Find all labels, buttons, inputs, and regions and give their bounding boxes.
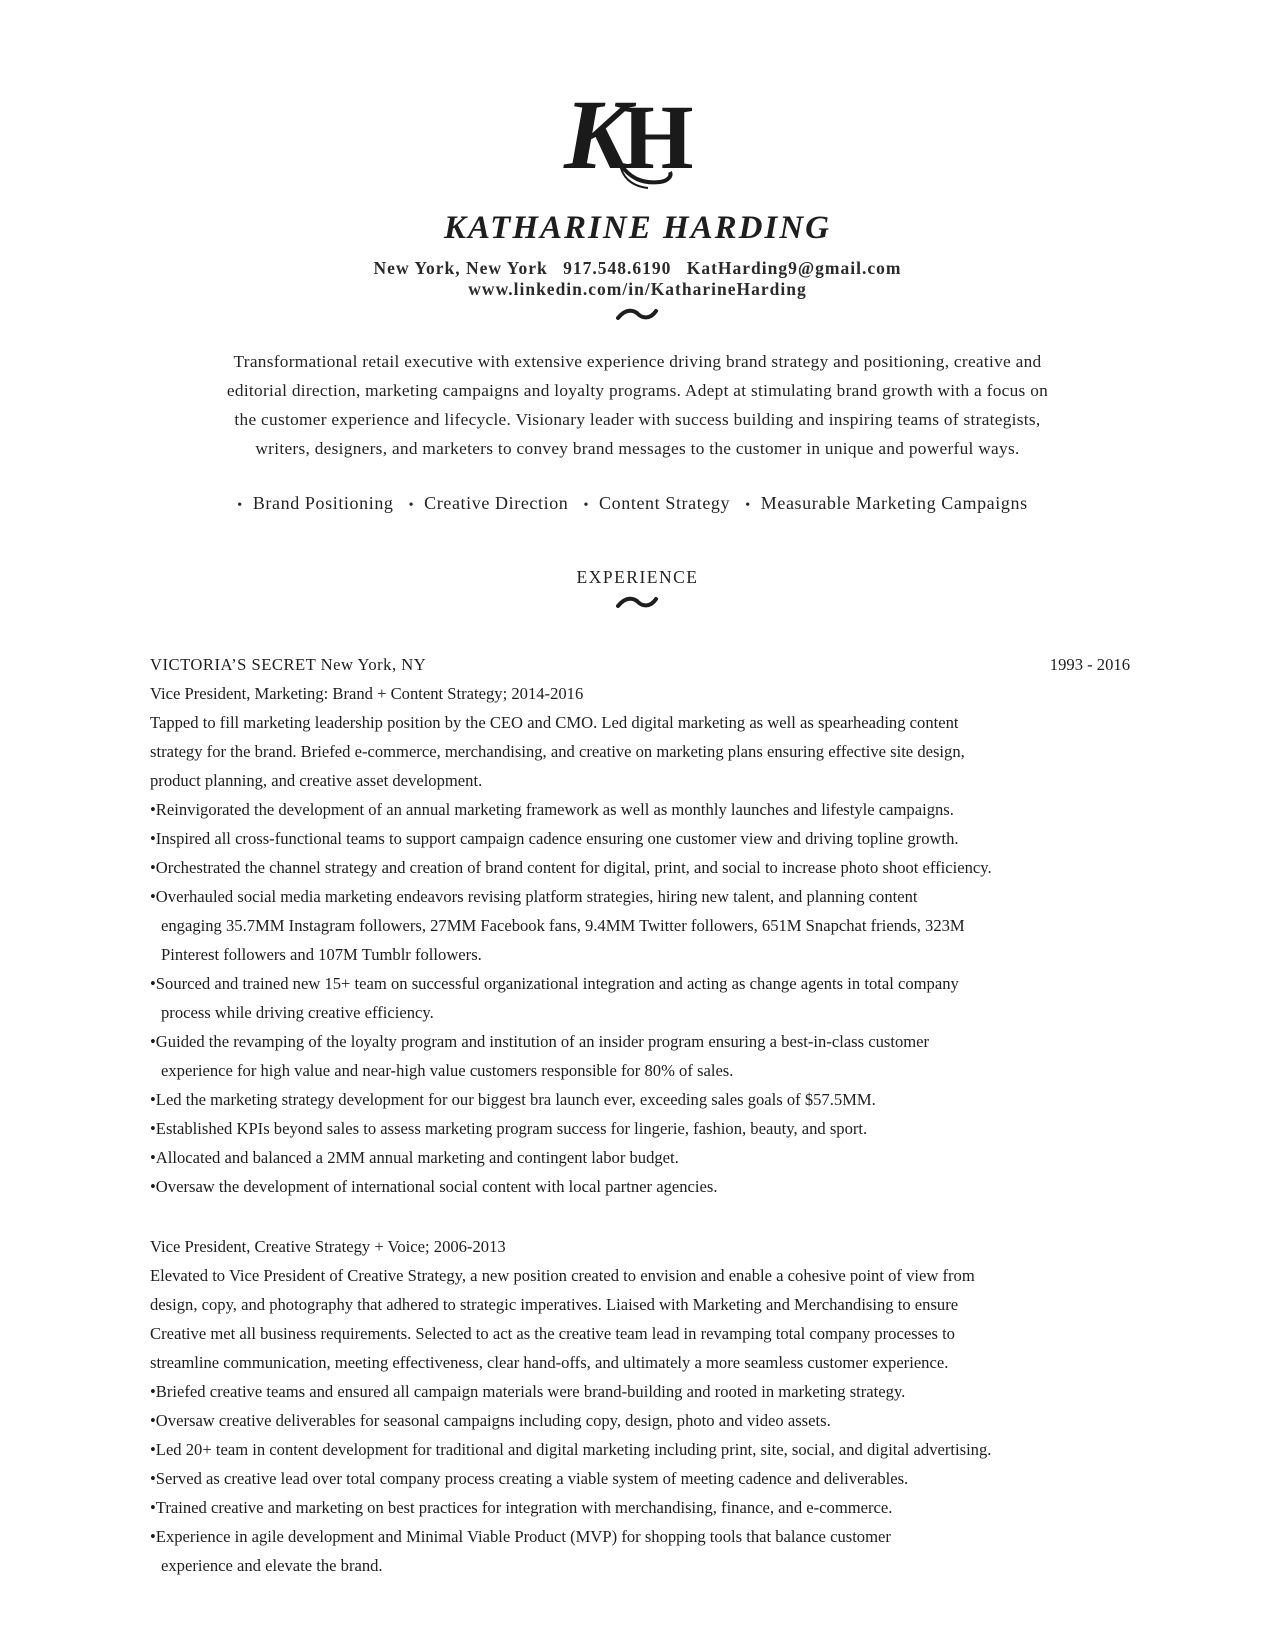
company-row xyxy=(150,650,1130,679)
bullet-icon: • xyxy=(583,498,590,513)
professional-summary xyxy=(160,347,1115,463)
linkedin-link[interactable]: www.linkedin.com/in/KatharineHarding xyxy=(468,279,807,299)
skill-item: Creative Direction xyxy=(424,493,569,513)
location: New York, New York xyxy=(373,258,548,278)
bullet-icon: • xyxy=(745,498,751,513)
phone: 917.548.6190 xyxy=(563,258,672,278)
svg-text:K: K xyxy=(564,86,631,190)
bullet-item: •Sourced and trained new 15+ team on successful organizational integration and acting as change agents in total company xyxy=(150,974,959,993)
bullet-continuation: experience for high value and near-high value customers responsible for 80% of sales. xyxy=(161,1061,734,1080)
experience-block-creative xyxy=(150,1232,1130,1580)
role-description: design, copy, and photography that adhered to strategic imperatives. Liaised with Marketing and Merchandising to ensure xyxy=(150,1295,959,1314)
role-description: strategy for the brand. Briefed e-commerce, merchandising, and creative on marketing plans ensuring effective site design, xyxy=(150,742,965,761)
kh-monogram-icon xyxy=(560,86,720,206)
bullet-item: •Led 20+ team in content development for traditional and digital marketing including print, site, social, and digital advertising. xyxy=(150,1440,992,1459)
bullet-continuation: engaging 35.7MM Instagram followers, 27MM Facebook fans, 9.4MM Twitter followers, 651M Snapchat friends, 323M xyxy=(161,916,965,935)
bullet-item: •Established KPIs beyond sales to assess marketing program success for lingerie, fashion, beauty, and sport. xyxy=(150,1119,868,1138)
bullet-icon: • xyxy=(408,498,415,513)
summary-line: Transformational retail executive with extensive experience driving brand strategy and positioning, creative and xyxy=(233,352,1042,371)
skill-item: Measurable Marketing Campaigns xyxy=(760,493,1028,513)
bullet-continuation: experience and elevate the brand. xyxy=(161,1556,383,1575)
bullet-continuation: Pinterest followers and 107M Tumblr followers. xyxy=(161,945,482,964)
summary-line: editorial direction, marketing campaigns and loyalty programs. Adept at stimulating brand growth with a focus on xyxy=(226,381,1049,400)
role-description: Elevated to Vice President of Creative Strategy, a new position created to envision and enable a cohesive point of view from xyxy=(150,1266,975,1285)
role-description: Tapped to fill marketing leadership position by the CEO and CMO. Led digital marketing as well as spearheading content xyxy=(150,713,959,732)
bullet-icon: • xyxy=(237,498,243,513)
bullet-item: •Experience in agile development and Minimal Viable Product (MVP) for shopping tools that balance customer xyxy=(150,1527,891,1546)
bullet-item: •Led the marketing strategy development for our biggest bra launch ever, exceeding sales goals of $57.5MM. xyxy=(150,1090,876,1109)
experience-block-marketing xyxy=(150,650,1130,1201)
bullet-item: •Guided the revamping of the loyalty program and institution of an insider program ensuring a best-in-class customer xyxy=(150,1032,930,1051)
svg-text:H: H xyxy=(622,86,694,188)
bullet-item: •Briefed creative teams and ensured all campaign materials were brand-building and rooted in marketing strategy. xyxy=(150,1382,906,1401)
bullet-item: •Inspired all cross-functional teams to support campaign cadence ensuring one customer view and driving topline growth. xyxy=(150,829,959,848)
role-title: Vice President, Marketing: Brand + Content Strategy; 2014-2016 xyxy=(150,684,584,703)
swash-divider-icon xyxy=(616,308,658,322)
monogram-logo xyxy=(560,86,720,206)
skill-item: Content Strategy xyxy=(599,493,731,513)
bullet-continuation: process while driving creative efficiency. xyxy=(161,1003,434,1022)
role-description: streamline communication, meeting effectiveness, clear hand-offs, and ultimately a more seamless customer experience. xyxy=(150,1353,949,1372)
summary-line: the customer experience and lifecycle. Visionary leader with success building and inspiring teams of strategists, xyxy=(234,410,1041,429)
skill-item: Brand Positioning xyxy=(252,493,394,513)
bullet-item: •Allocated and balanced a 2MM annual marketing and contingent labor budget. xyxy=(150,1148,679,1167)
bullet-item: •Oversaw creative deliverables for seasonal campaigns including copy, design, photo and video assets. xyxy=(150,1411,831,1430)
swash-divider-icon xyxy=(616,596,658,610)
role-title: Vice President, Creative Strategy + Voice; 2006-2013 xyxy=(150,1237,506,1256)
section-title-experience: EXPERIENCE xyxy=(576,567,699,587)
role-description: product planning, and creative asset development. xyxy=(150,771,483,790)
bullet-item: •Orchestrated the channel strategy and creation of brand content for digital, print, and social to increase photo shoot efficiency. xyxy=(150,858,992,877)
employment-dates: 1993 - 2016 xyxy=(1049,655,1130,674)
contact-line xyxy=(0,258,1275,279)
company-name: VICTORIA’S SECRET New York, NY xyxy=(150,655,427,674)
skills-list xyxy=(0,493,1275,514)
bullet-item: •Trained creative and marketing on best practices for integration with merchandising, finance, and e-commerce. xyxy=(150,1498,893,1517)
bullet-item: •Overhauled social media marketing endeavors revising platform strategies, hiring new talent, and planning content xyxy=(150,887,918,906)
bullet-item: •Oversaw the development of international social content with local partner agencies. xyxy=(150,1177,718,1196)
bullet-item: •Reinvigorated the development of an annual marketing framework as well as monthly launches and lifestyle campaigns. xyxy=(150,800,954,819)
summary-line: writers, designers, and marketers to convey brand messages to the customer in unique and powerful ways. xyxy=(255,439,1020,458)
candidate-name: KATHARINE HARDING xyxy=(443,210,831,246)
email-link[interactable]: KatHarding9@gmail.com xyxy=(686,258,902,278)
role-description: Creative met all business requirements. Selected to act as the creative team lead in revamping total company processes to xyxy=(150,1324,955,1343)
bullet-item: •Served as creative lead over total company process creating a viable system of meeting cadence and deliverables. xyxy=(150,1469,909,1488)
